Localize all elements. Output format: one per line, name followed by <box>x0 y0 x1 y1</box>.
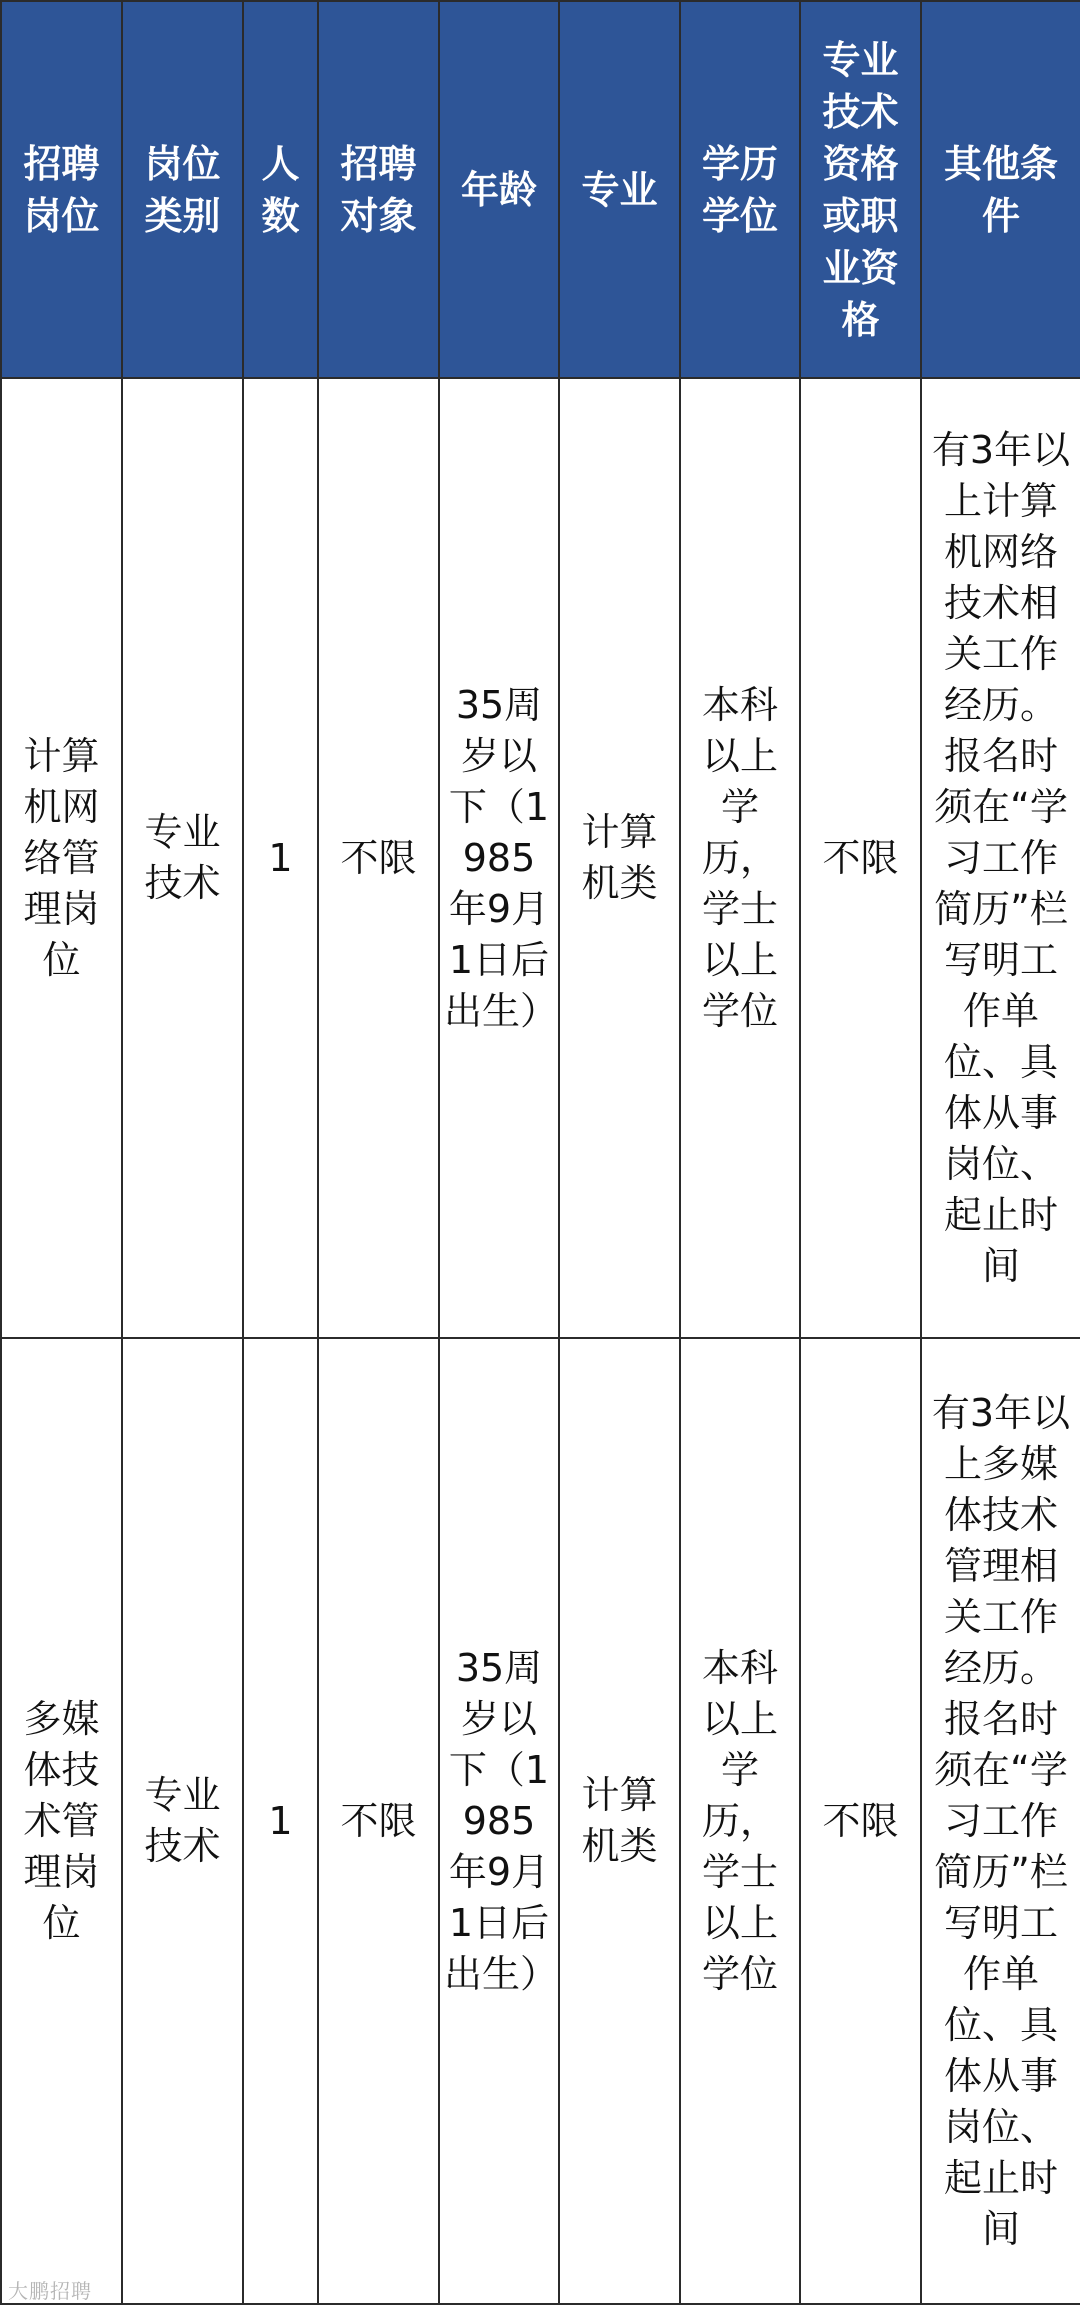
header-major: 专业 <box>559 1 680 378</box>
cell-education: 本科以上学历，学士以上学位 <box>680 1338 800 2304</box>
cell-other: 有3年以上计算机网络技术相关工作经历。报名时须在“学习工作简历”栏写明工作单位、具体从事岗位、起止时间 <box>921 378 1080 1338</box>
cell-education: 本科以上学历，学士以上学位 <box>680 378 800 1338</box>
watermark: 大鹏招聘 <box>8 2279 92 2303</box>
cell-major: 计算机类 <box>559 378 680 1338</box>
header-education: 学历学位 <box>680 1 800 378</box>
cell-major: 计算机类 <box>559 1338 680 2304</box>
cell-qualification: 不限 <box>800 378 921 1338</box>
header-age: 年龄 <box>439 1 559 378</box>
cell-age: 35周岁以下（1985年9月1日后出生） <box>439 378 559 1338</box>
table-header <box>1 1 1080 378</box>
table-body <box>1 378 1080 2304</box>
table-row <box>1 378 1080 1338</box>
cell-qualification: 不限 <box>800 1338 921 2304</box>
cell-target: 不限 <box>318 1338 439 2304</box>
cell-target: 不限 <box>318 378 439 1338</box>
header-qualification: 专业技术资格或职业资格 <box>800 1 921 378</box>
header-count: 人数 <box>243 1 318 378</box>
cell-position: 计算机网络管理岗位 <box>1 378 122 1338</box>
cell-age: 35周岁以下（1985年9月1日后出生） <box>439 1338 559 2304</box>
header-position: 招聘岗位 <box>1 1 122 378</box>
header-other: 其他条件 <box>921 1 1080 378</box>
header-row <box>1 1 1080 378</box>
cell-category: 专业技术 <box>122 378 243 1338</box>
cell-position: 多媒体技术管理岗位 <box>1 1338 122 2304</box>
cell-count: 1 <box>243 1338 318 2304</box>
cell-other: 有3年以上多媒体技术管理相关工作经历。报名时须在“学习工作简历”栏写明工作单位、具体从事岗位、起止时间 <box>921 1338 1080 2304</box>
header-target: 招聘对象 <box>318 1 439 378</box>
header-category: 岗位类别 <box>122 1 243 378</box>
cell-count: 1 <box>243 378 318 1338</box>
table-row <box>1 1338 1080 2304</box>
cell-category: 专业技术 <box>122 1338 243 2304</box>
